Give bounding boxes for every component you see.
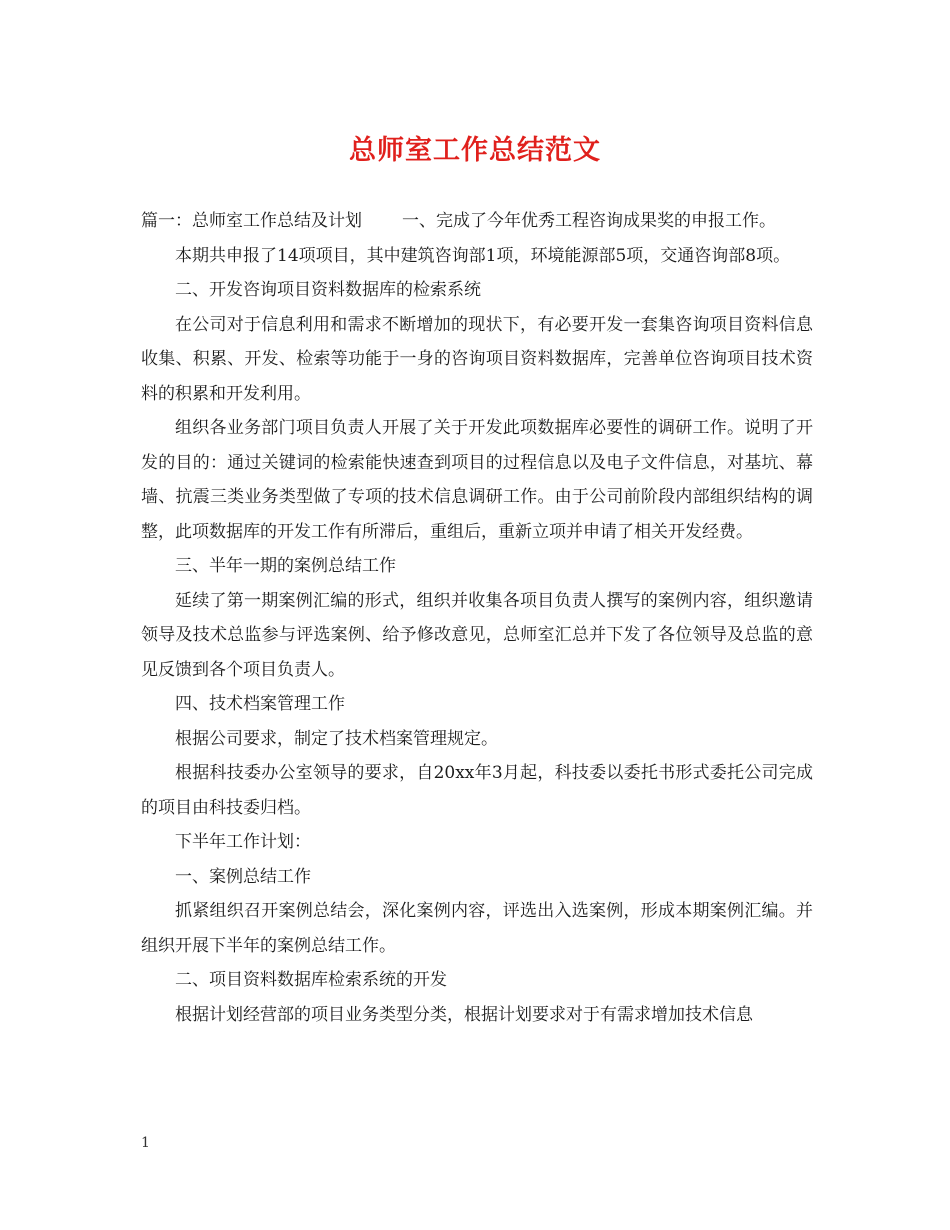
page-number: 1 (141, 1135, 150, 1151)
first-line-item: 一、完成了今年优秀工程咨询成果奖的申报工作。 (402, 211, 776, 231)
section-heading: 二、项目资料数据库检索系统的开发 (175, 970, 447, 990)
paragraph: 延续了第一期案例汇编的形式，组织并收集各项目负责人撰写的案例内容，组织邀请领导及技术总监参与评选案例、给予修改意见，总师室汇总并下发了各位领导及总监的意见反馈到各个项目负责人。 (141, 590, 813, 680)
first-line (141, 204, 813, 239)
section-heading: 二、开发咨询项目资料数据库的检索系统 (175, 280, 481, 300)
paragraph: 本期共申报了14项项目，其中建筑咨询部1项，环境能源部5项，交通咨询部8项。 (175, 245, 791, 266)
paragraph: 根据计划经营部的项目业务类型分类，根据计划要求对于有需求增加技术信息 (175, 1004, 753, 1025)
section-heading: 四、技术档案管理工作 (175, 694, 345, 714)
document-title: 总师室工作总结范文 (349, 135, 601, 166)
document-body (141, 204, 813, 1032)
section-heading: 下半年工作计划： (175, 832, 311, 852)
paragraph: 根据公司要求，制定了技术档案管理规定。 (175, 728, 498, 749)
paragraph: 在公司对于信息利用和需求不断增加的现状下，有必要开发一套集咨询项目资料信息收集、积累、开发、检索等功能于一身的咨询项目资料数据库，完善单位咨询项目技术资料的积累和开发利用。 (141, 314, 813, 404)
paragraph: 根据科技委办公室领导的要求，自20xx年3月起，科技委以委托书形式委托公司完成的项目由科技委归档。 (141, 763, 813, 818)
paragraph: 抓紧组织召开案例总结会，深化案例内容，评选出入选案例，形成本期案例汇编。并组织开展下半年的案例总结工作。 (141, 901, 813, 956)
section-heading: 一、案例总结工作 (175, 866, 311, 887)
paragraph: 组织各业务部门项目负责人开展了关于开发此项数据库必要性的调研工作。说明了开发的目的：通过关键词的检索能快速查到项目的过程信息以及电子文件信息，对基坑、幕墙、抗震三类业务类型做了专项的技术信息调研工作。由于公司前阶段内部组织结构的调整，此项数据库的开发工作有所滞后，重组后，重新立项并申请了相关开发经费。 (141, 418, 813, 542)
first-line-heading: 篇一：总师室工作总结及计划 (141, 211, 362, 231)
section-heading: 三、半年一期的案例总结工作 (175, 556, 396, 576)
